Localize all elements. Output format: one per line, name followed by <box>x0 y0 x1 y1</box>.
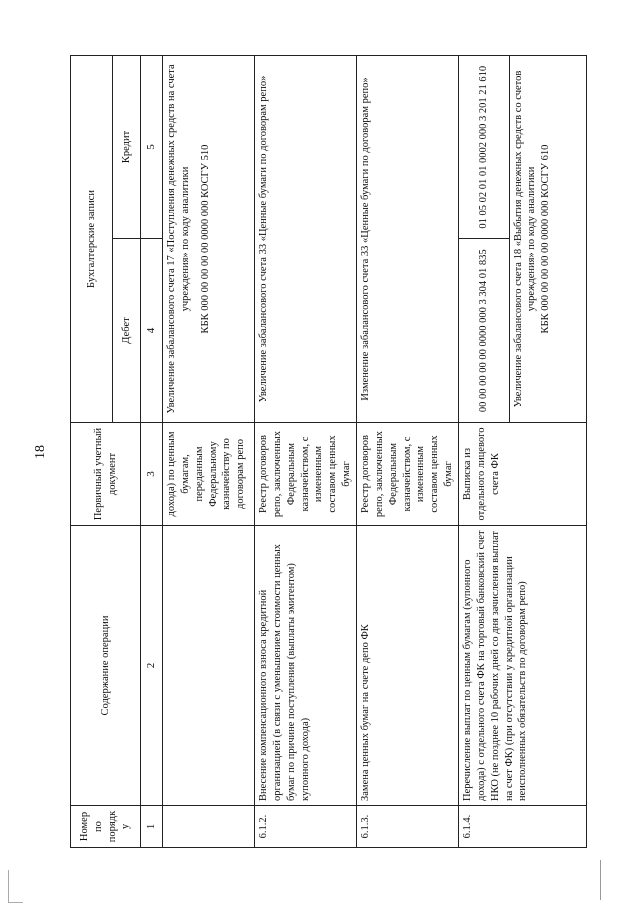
index-cell: 3 <box>141 423 163 526</box>
row-document: Реестр договоров репо, заключенных Федеральным казначейством, с измененным составом ценных бумаг <box>357 423 459 526</box>
row-content: Внесение компенсационного взноса кредитной организацией (в связи с уменьшением стоимости ценных бумаг по причине поступления (выплаты эмитентом) купонного дохода) <box>255 526 357 806</box>
header-number: Номер по порядку <box>71 806 141 848</box>
row-number <box>163 806 255 848</box>
accounting-table <box>70 55 587 848</box>
debit-value: 00 00 00 00 00 0000 000 3 304 01 835 <box>459 239 509 422</box>
row-content: Перечисление выплат по ценным бумагам (купонного дохода) с отдельного счета ФК на торговый банковский счет НКО (не позднее 10 рабочих дней со дня зачисления выплат на счет ФК) (при отсутствии у кредитной организации неисполненных обязательств по договорам репо) <box>459 526 587 806</box>
index-row <box>141 55 163 847</box>
index-cell: 2 <box>141 526 163 806</box>
index-cell: 4 <box>141 239 163 423</box>
row-content <box>163 526 255 806</box>
rotated-page <box>70 56 625 848</box>
row-number: 6.1.3. <box>357 806 459 848</box>
debit-code: КБК 000 00 00 00 00 0000 000 КОСГУ 510 <box>199 144 211 334</box>
row-document: Реестр договоров репо, заключенных Федеральным казначейством, с измененным составом ценных бумаг <box>255 423 357 526</box>
header-credit: Кредит <box>113 55 141 238</box>
row-accounting: Увеличение забалансового счета 33 «Ценные бумаги по договорам репо» <box>255 55 357 422</box>
accounting-split <box>459 56 555 422</box>
debit-text: Увеличение забалансового счета 17 «Поступления денежных средств на счета учреждения» по коду аналитики <box>166 64 191 414</box>
offbalance-text: Увеличение забалансового счета 18 «Выбытия денежных средств со счетов учреждения» по коду аналитики <box>512 70 538 408</box>
credit-value: 01 05 02 01 01 0002 000 3 201 21 610 <box>459 56 509 239</box>
table-row <box>163 55 255 847</box>
offbalance-note <box>509 56 555 422</box>
row-content: Замена ценных бумаг на счете депо ФК <box>357 526 459 806</box>
row-number: 6.1.4. <box>459 806 587 848</box>
index-cell: 5 <box>141 55 163 238</box>
header-debit: Дебет <box>113 239 141 423</box>
row-number: 6.1.2. <box>255 806 357 848</box>
table-row <box>357 55 459 847</box>
header-content: Содержание операции <box>71 526 141 806</box>
page-number: 18 <box>33 445 48 459</box>
row-accounting <box>163 55 255 422</box>
scan-edge-line <box>600 860 601 900</box>
row-accounting: Изменение забалансового счета 33 «Ценные бумаги по договорам репо» <box>357 55 459 422</box>
row-accounting <box>459 55 587 422</box>
index-cell: 1 <box>141 806 163 848</box>
row-document: Выписка из отдельного лицевого счета ФК <box>459 423 587 526</box>
header-accounting: Бухгалтерские записи <box>71 55 113 422</box>
scan-corner-mark <box>8 870 23 903</box>
table-row <box>255 55 357 847</box>
offbalance-code: КБК 000 00 00 00 00 0000 000 КОСГУ 610 <box>540 144 552 334</box>
header-document: Первичный учетный документ <box>71 423 141 526</box>
row-document: дохода) по ценным бумагам, переданным Федеральному казначейству по договорам репо <box>163 423 255 526</box>
table-row <box>459 55 587 847</box>
